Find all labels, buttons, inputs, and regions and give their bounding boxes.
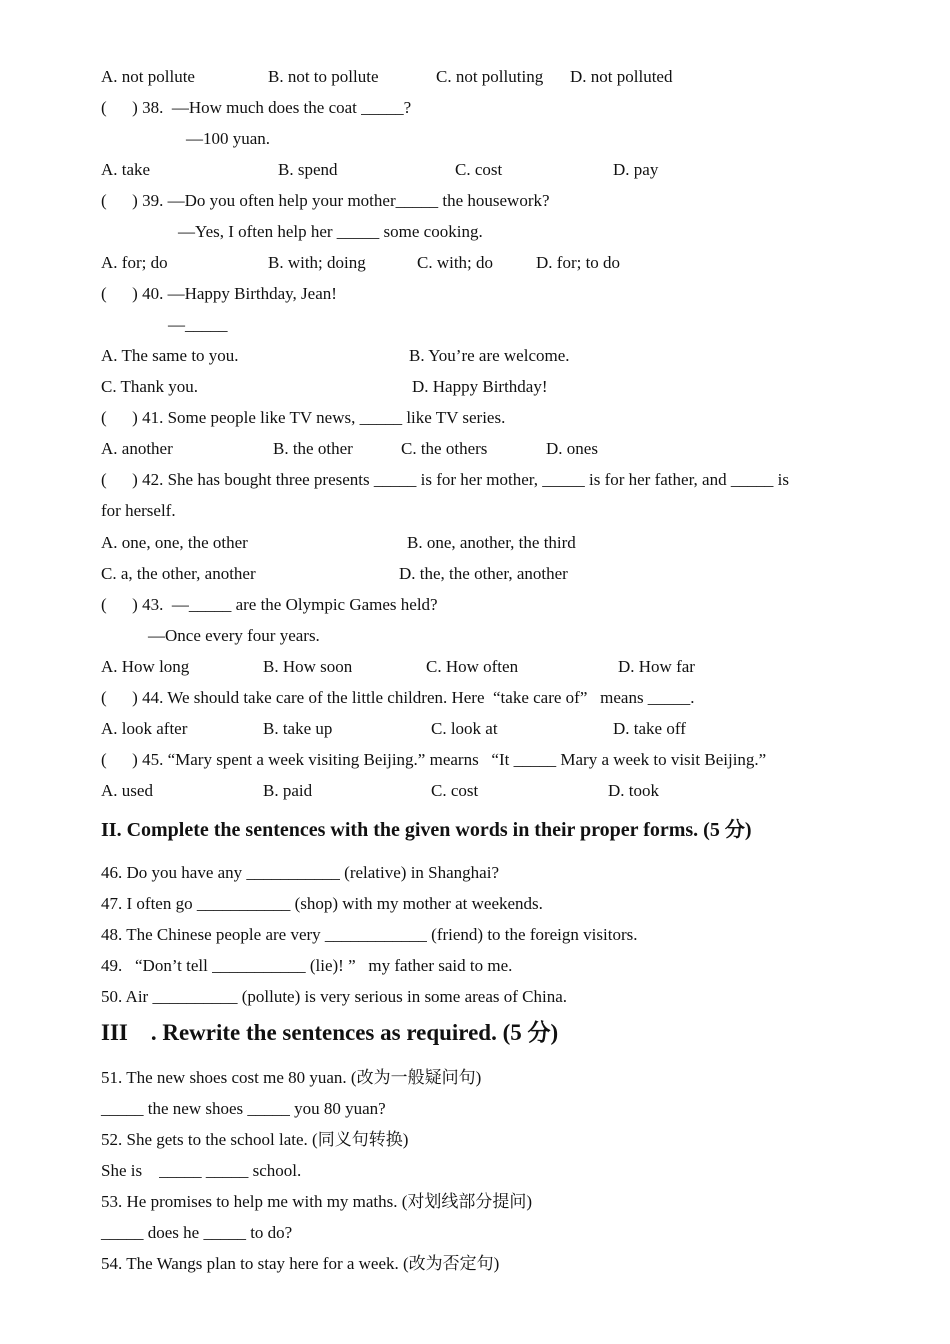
section-2-heading: II. Complete the sentences with the given words in their proper forms. (5 分) <box>101 819 752 841</box>
q38-option-b: B. spend <box>278 160 338 179</box>
q47: 47. I often go ___________ (shop) with my mother at weekends. <box>101 894 543 913</box>
q40-option-a: A. The same to you. <box>101 346 239 365</box>
q43-option-a: A. How long <box>101 657 190 676</box>
q45-option-d: D. took <box>608 781 659 800</box>
q39-option-d: D. for; to do <box>536 253 621 272</box>
q40-stem: ( ) 40. —Happy Birthday, Jean! <box>101 284 337 303</box>
q44-option-b: B. take up <box>263 719 333 738</box>
q38-stem: ( ) 38. —How much does the coat _____? <box>101 98 412 117</box>
q44-option-a: A. look after <box>101 719 188 738</box>
q39-option-c: C. with; do <box>417 253 494 272</box>
q41-option-c: C. the others <box>401 439 488 458</box>
q43-option-c: C. How often <box>426 657 519 676</box>
q44-stem: ( ) 44. We should take care of the little children. Here “take care of” means _____. <box>101 688 695 707</box>
q43-reply: —Once every four years. <box>148 626 320 645</box>
q39-reply: —Yes, I often help her _____ some cooking. <box>178 222 483 241</box>
q41-option-b: B. the other <box>273 439 353 458</box>
q52: 52. She gets to the school late. (同义句转换) <box>101 1130 409 1149</box>
q42-stem: ( ) 42. She has bought three presents _____ is for her mother, _____ is for her father, and _____ is <box>101 470 789 489</box>
q37-option-a: A. not pollute <box>101 67 195 86</box>
q42-option-a: A. one, one, the other <box>101 533 248 552</box>
q42-stem-continued: for herself. <box>101 501 176 520</box>
q48: 48. The Chinese people are very ____________ (friend) to the foreign visitors. <box>101 925 638 944</box>
q46: 46. Do you have any ___________ (relative) in Shanghai? <box>101 863 499 882</box>
q38-reply: —100 yuan. <box>186 129 271 148</box>
q44-option-c: C. look at <box>431 719 498 738</box>
q40-option-b: B. You’re are welcome. <box>409 346 570 365</box>
q54: 54. The Wangs plan to stay here for a week. (改为否定句) <box>101 1254 500 1273</box>
q52-answer-line: She is _____ _____ school. <box>101 1161 302 1180</box>
q41-stem: ( ) 41. Some people like TV news, _____ like TV series. <box>101 408 506 427</box>
q37-option-d: D. not polluted <box>570 67 673 86</box>
q42-option-c: C. a, the other, another <box>101 564 256 583</box>
q37-option-b: B. not to pollute <box>268 67 379 86</box>
q43-option-d: D. How far <box>618 657 695 676</box>
q38-option-c: C. cost <box>455 160 503 179</box>
q40-option-c: C. Thank you. <box>101 377 198 396</box>
q44-option-d: D. take off <box>613 719 686 738</box>
q41-option-a: A. another <box>101 439 173 458</box>
q42-option-d: D. the, the other, another <box>399 564 568 583</box>
q41-option-d: D. ones <box>546 439 598 458</box>
q39-option-a: A. for; do <box>101 253 168 272</box>
q43-stem: ( ) 43. —_____ are the Olympic Games held? <box>101 595 438 614</box>
q40-reply: —_____ <box>168 315 228 334</box>
q45-option-a: A. used <box>101 781 153 800</box>
q45-stem: ( ) 45. “Mary spent a week visiting Beijing.” mearns “It _____ Mary a week to visit Beijing.” <box>101 750 767 769</box>
q50: 50. Air __________ (pollute) is very serious in some areas of China. <box>101 987 568 1006</box>
q39-option-b: B. with; doing <box>268 253 366 272</box>
q49: 49. “Don’t tell ___________ (lie)! ” my father said to me. <box>101 956 513 975</box>
q51-answer-line: _____ the new shoes _____ you 80 yuan? <box>101 1099 386 1118</box>
section-3-heading: III . Rewrite the sentences as required. (5 分) <box>101 1020 559 1045</box>
q38-option-a: A. take <box>101 160 151 179</box>
q40-option-d: D. Happy Birthday! <box>412 377 548 396</box>
q38-option-d: D. pay <box>613 160 659 179</box>
q39-stem: ( ) 39. —Do you often help your mother_____ the housework? <box>101 191 550 210</box>
q45-option-c: C. cost <box>431 781 479 800</box>
q53: 53. He promises to help me with my maths. (对划线部分提问) <box>101 1192 533 1211</box>
q37-option-c: C. not polluting <box>436 67 544 86</box>
q42-option-b: B. one, another, the third <box>407 533 576 552</box>
q53-answer-line: _____ does he _____ to do? <box>101 1223 293 1242</box>
q51: 51. The new shoes cost me 80 yuan. (改为一般疑问句) <box>101 1068 482 1087</box>
q45-option-b: B. paid <box>263 781 313 800</box>
q43-option-b: B. How soon <box>263 657 353 676</box>
